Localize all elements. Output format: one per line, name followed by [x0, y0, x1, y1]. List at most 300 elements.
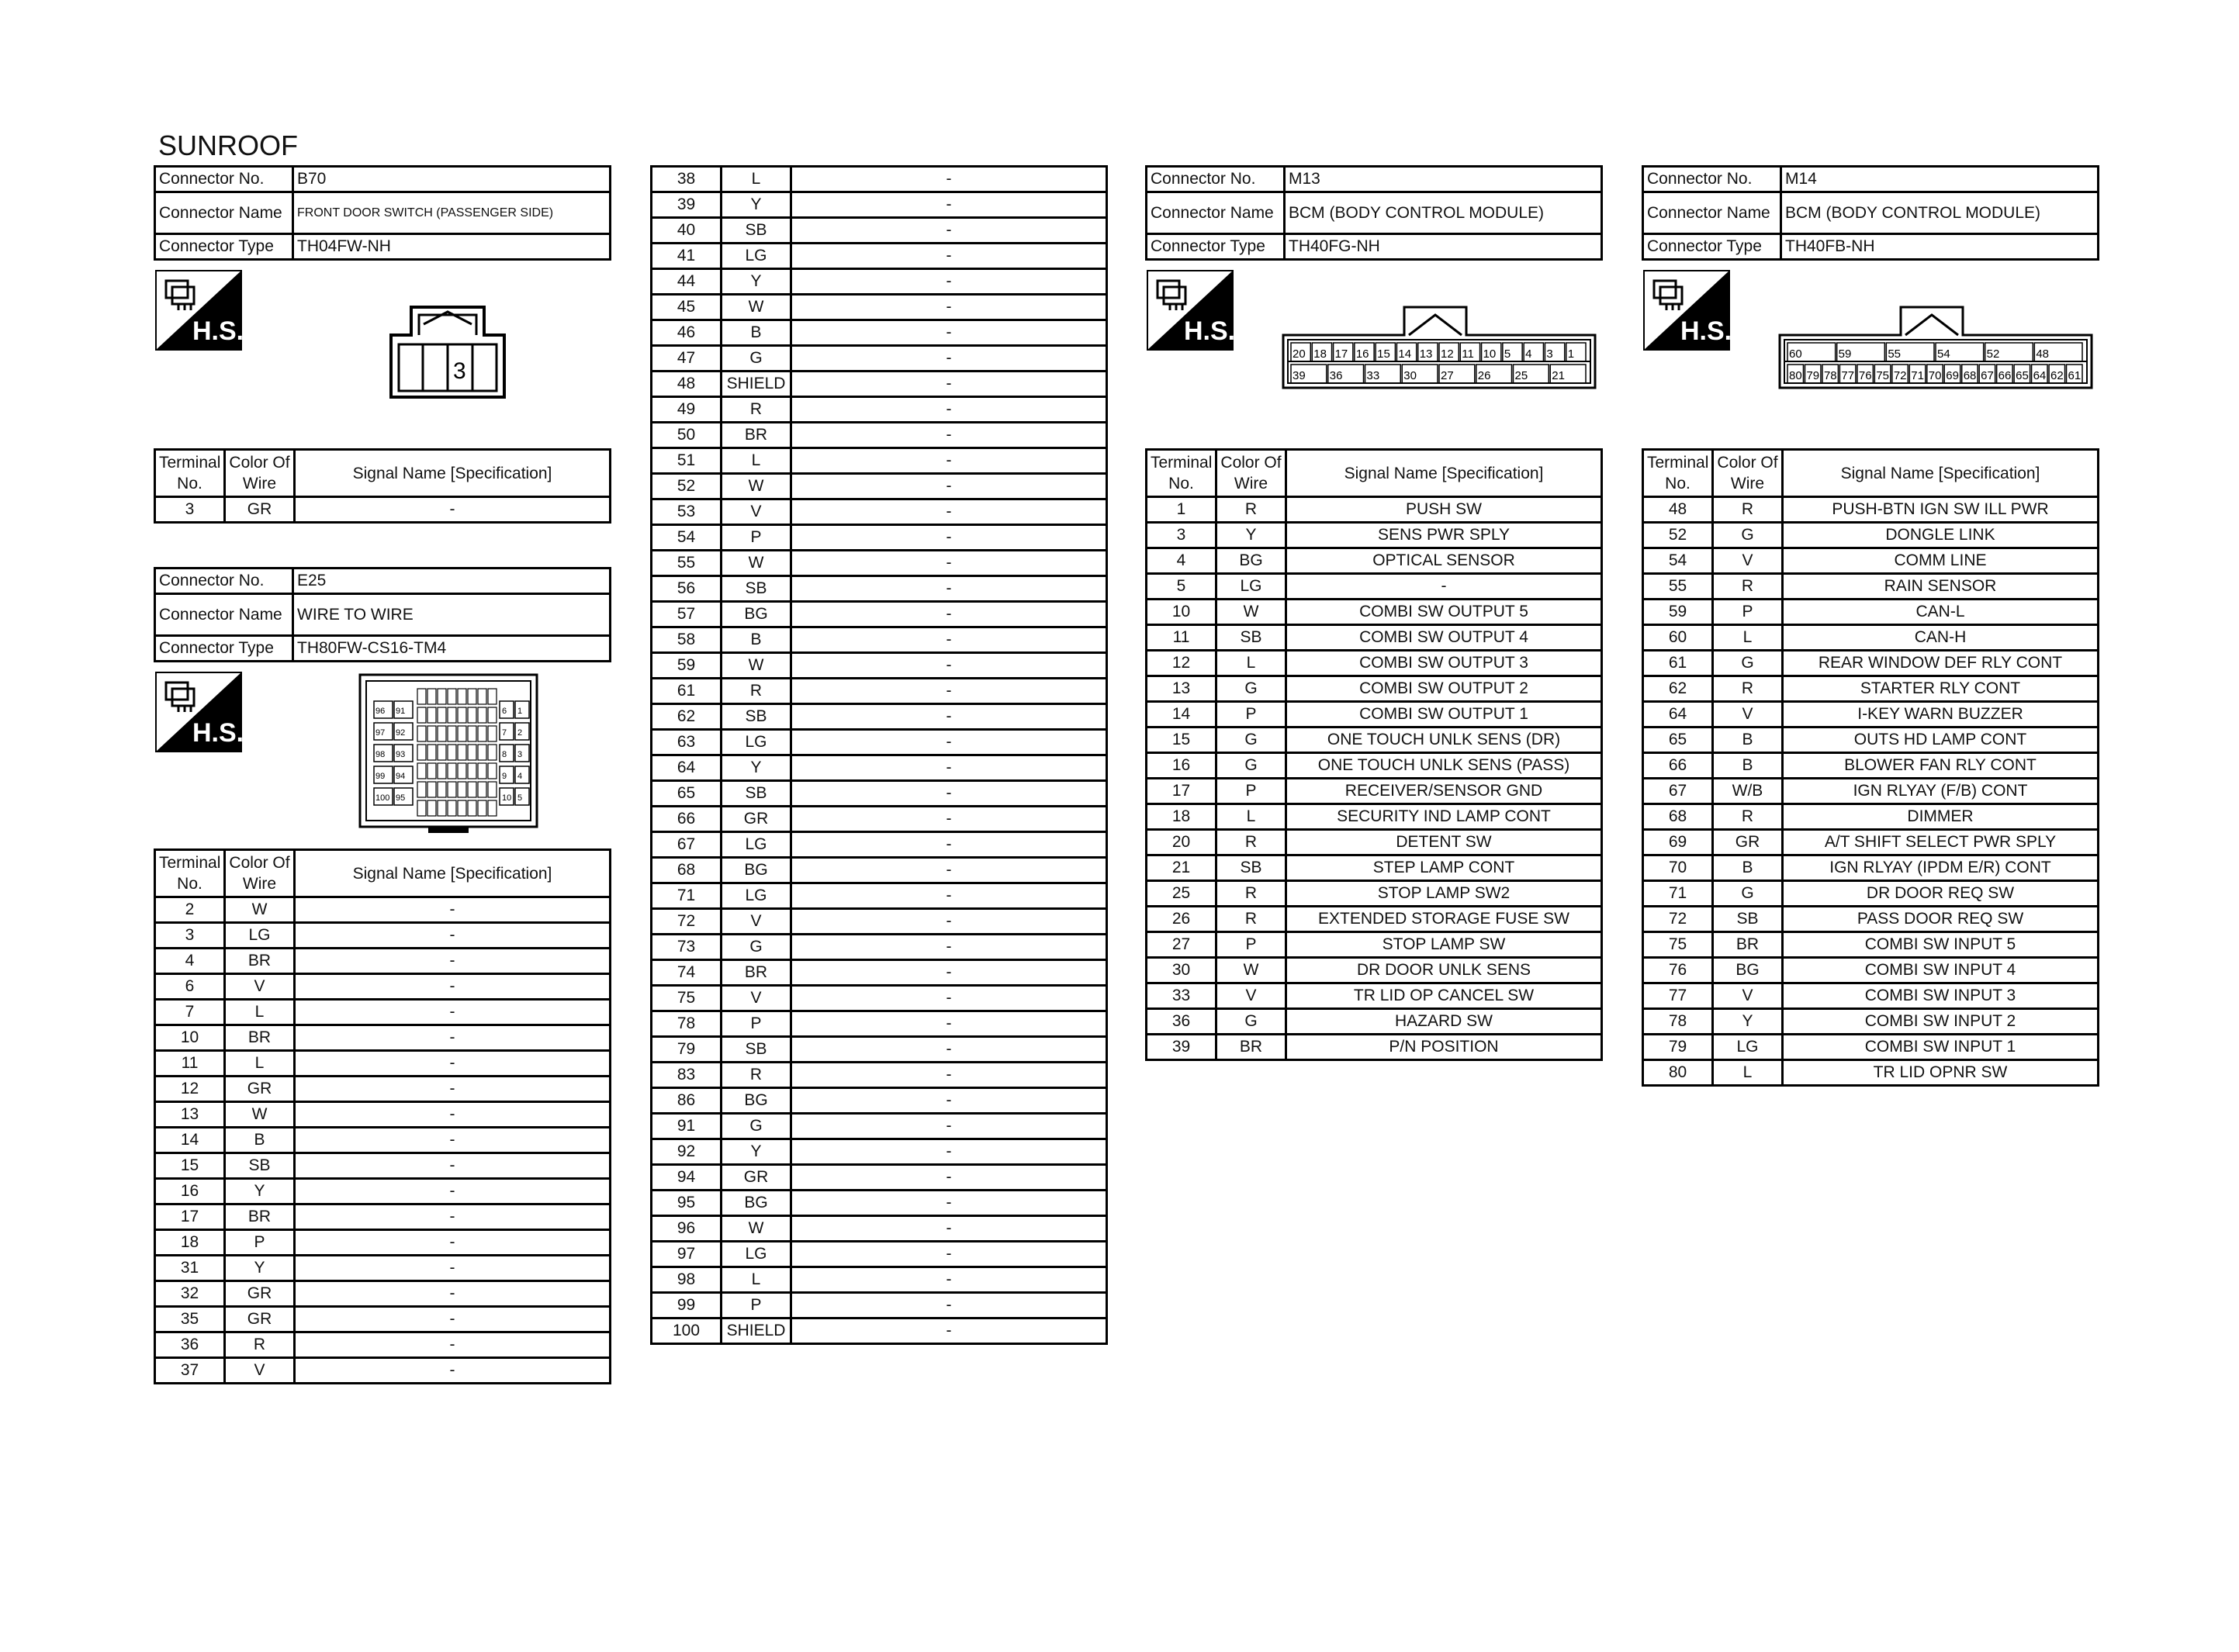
pin-cavity — [417, 745, 426, 760]
pin-cavity — [438, 689, 446, 704]
signal-name-cell: - — [295, 1332, 611, 1358]
table-row — [652, 1191, 1107, 1216]
terminal-no-cell: 55 — [652, 551, 722, 576]
table-row — [155, 1051, 611, 1077]
signal-name-cell: - — [791, 883, 1107, 909]
table-row — [1147, 625, 1602, 651]
pin-number: 61 — [2068, 369, 2082, 382]
pin-number: 4 — [1525, 347, 1532, 361]
signal-name-cell: - — [791, 525, 1107, 551]
pin-number: 66 — [1998, 369, 2012, 382]
pin-number: 96 — [375, 707, 386, 716]
table-row — [652, 1165, 1107, 1191]
signal-name-cell: - — [791, 653, 1107, 679]
signal-name-cell: - — [295, 897, 611, 923]
m14-terminal-table — [1642, 448, 2099, 1087]
table-row — [652, 320, 1107, 346]
wire-color-cell: SHIELD — [722, 372, 791, 397]
signal-name-cell: STOP LAMP SW2 — [1286, 881, 1602, 907]
table-row — [155, 1077, 611, 1102]
signal-name-cell: - — [791, 372, 1107, 397]
signal-name-cell: - — [791, 781, 1107, 807]
table-row — [652, 423, 1107, 448]
signal-name-cell: - — [791, 1293, 1107, 1318]
terminal-no-cell: 54 — [652, 525, 722, 551]
pin-cavity — [488, 763, 497, 779]
wire-color-cell: Y — [722, 755, 791, 781]
wire-color-cell: V — [225, 1358, 295, 1384]
terminal-no-cell: 2 — [155, 897, 225, 923]
pin-cavity — [478, 707, 486, 723]
signal-name-cell: A/T SHIFT SELECT PWR SPLY — [1783, 830, 2099, 855]
pin-cavity — [458, 763, 466, 779]
table-row — [1147, 728, 1602, 753]
b70-terminal-table — [154, 448, 611, 524]
terminal-no-header: Terminal No. — [155, 850, 225, 897]
pin-cavity — [427, 800, 436, 816]
table-row — [155, 1256, 611, 1281]
wire-color-cell: GR — [722, 1165, 791, 1191]
wire-color-cell: W — [722, 653, 791, 679]
signal-name-cell: - — [295, 1307, 611, 1332]
wire-color-cell: GR — [225, 1307, 295, 1332]
terminal-no-cell: 11 — [155, 1051, 225, 1077]
table-row — [155, 1102, 611, 1128]
table-row — [155, 1281, 611, 1307]
terminal-no-cell: 100 — [652, 1318, 722, 1344]
wire-color-cell: GR — [225, 1077, 295, 1102]
table-row — [155, 1358, 611, 1384]
terminal-no-cell: 94 — [652, 1165, 722, 1191]
terminal-no-cell: 57 — [652, 602, 722, 627]
pin-cavity — [478, 745, 486, 760]
wire-color-cell: BR — [225, 949, 295, 974]
wire-color-cell: B — [1713, 855, 1783, 881]
terminal-no-cell: 63 — [652, 730, 722, 755]
pin-cavity — [427, 763, 436, 779]
terminal-no-cell: 25 — [1147, 881, 1216, 907]
signal-name-cell: SENS PWR SPLY — [1286, 523, 1602, 548]
signal-name-cell: - — [791, 1318, 1107, 1344]
m14-connector-type: TH40FB-NH — [1781, 234, 2099, 260]
terminal-no-cell: 95 — [652, 1191, 722, 1216]
color-of-wire-header: Color Of Wire — [225, 450, 295, 497]
signal-name-header: Signal Name [Specification] — [295, 850, 611, 897]
table-row — [1147, 958, 1602, 983]
signal-name-cell: - — [791, 423, 1107, 448]
pin-number: 64 — [2033, 369, 2047, 382]
signal-name-cell: DONGLE LINK — [1783, 523, 2099, 548]
pin-cavity — [468, 782, 476, 797]
wire-color-cell: R — [722, 397, 791, 423]
signal-name-cell: - — [791, 986, 1107, 1011]
wire-color-cell: SB — [722, 576, 791, 602]
signal-name-cell: - — [791, 397, 1107, 423]
signal-name-header: Signal Name [Specification] — [295, 450, 611, 497]
signal-name-cell: - — [791, 960, 1107, 986]
terminal-no-cell: 13 — [155, 1102, 225, 1128]
signal-name-cell: DIMMER — [1783, 804, 2099, 830]
harness-side-icon — [1147, 270, 1234, 354]
wire-color-cell: SB — [225, 1153, 295, 1179]
m14-connector-name: BCM (BODY CONTROL MODULE) — [1781, 192, 2099, 234]
pin-number: 7 — [502, 728, 507, 738]
connector-name-label: Connector Name — [1147, 192, 1285, 234]
wire-color-cell: B — [722, 320, 791, 346]
e25-connector-name: WIRE TO WIRE — [293, 594, 611, 636]
wire-color-cell: LG — [722, 730, 791, 755]
table-row — [155, 974, 611, 1000]
terminal-no-cell: 98 — [652, 1267, 722, 1293]
pin-cavity — [438, 800, 446, 816]
wire-color-cell: W — [1216, 958, 1286, 983]
wire-color-cell: G — [1216, 753, 1286, 779]
terminal-no-cell: 79 — [1643, 1035, 1713, 1060]
signal-name-cell: - — [791, 1037, 1107, 1063]
table-row — [155, 923, 611, 949]
terminal-no-cell: 66 — [652, 807, 722, 832]
terminal-no-cell: 59 — [1643, 600, 1713, 625]
table-row — [652, 295, 1107, 320]
harness-side-icon — [155, 270, 242, 354]
table-row — [652, 807, 1107, 832]
table-row — [652, 730, 1107, 755]
table-row — [1643, 523, 2099, 548]
table-row — [652, 1318, 1107, 1344]
signal-name-cell: - — [791, 832, 1107, 858]
table-row — [1147, 574, 1602, 600]
wire-color-cell: Y — [722, 269, 791, 295]
table-row — [1643, 574, 2099, 600]
terminal-no-cell: 37 — [155, 1358, 225, 1384]
pin-number: 20 — [1293, 347, 1306, 361]
terminal-no-cell: 5 — [1147, 574, 1216, 600]
table-row — [155, 1025, 611, 1051]
pin-cavity — [438, 707, 446, 723]
table-row — [1147, 855, 1602, 881]
wire-color-cell: R — [1713, 676, 1783, 702]
signal-name-cell: - — [295, 1358, 611, 1384]
signal-name-cell: - — [791, 627, 1107, 653]
terminal-no-cell: 36 — [155, 1332, 225, 1358]
terminal-no-cell: 4 — [1147, 548, 1216, 574]
table-row — [652, 679, 1107, 704]
pin-number: 55 — [1888, 347, 1902, 361]
m13-rows — [1147, 497, 1602, 1060]
table-row — [1643, 855, 2099, 881]
signal-name-cell: RECEIVER/SENSOR GND — [1286, 779, 1602, 804]
wire-color-cell: V — [1713, 702, 1783, 728]
table-row — [1147, 600, 1602, 625]
table-row — [652, 551, 1107, 576]
signal-name-cell: SECURITY IND LAMP CONT — [1286, 804, 1602, 830]
terminal-no-cell: 16 — [1147, 753, 1216, 779]
pin-number: 6 — [502, 707, 507, 716]
e25-connector-no: E25 — [293, 569, 611, 594]
m13-connector-no: M13 — [1285, 167, 1602, 192]
terminal-no-cell: 3 — [155, 497, 225, 523]
table-row — [155, 1307, 611, 1332]
pin-number: 21 — [1552, 369, 1565, 382]
terminal-no-cell: 45 — [652, 295, 722, 320]
m13-connector-name: BCM (BODY CONTROL MODULE) — [1285, 192, 1602, 234]
signal-name-cell: - — [791, 244, 1107, 269]
table-row — [652, 244, 1107, 269]
terminal-no-cell: 72 — [1643, 907, 1713, 932]
wire-color-cell: SB — [722, 704, 791, 730]
terminal-no-cell: 51 — [652, 448, 722, 474]
pin-cavity — [438, 782, 446, 797]
signal-name-cell: - — [791, 320, 1107, 346]
signal-name-cell: PUSH SW — [1286, 497, 1602, 523]
wire-color-cell: R — [1216, 830, 1286, 855]
wire-color-cell: V — [722, 499, 791, 525]
table-row — [652, 1011, 1107, 1037]
pin-cavity — [448, 763, 456, 779]
signal-name-cell: OUTS HD LAMP CONT — [1783, 728, 2099, 753]
signal-name-cell: - — [791, 1165, 1107, 1191]
signal-name-cell: COMBI SW OUTPUT 3 — [1286, 651, 1602, 676]
wire-color-cell: SB — [1216, 625, 1286, 651]
signal-name-cell: - — [791, 704, 1107, 730]
wire-color-cell: L — [722, 448, 791, 474]
pin-cavity — [427, 707, 436, 723]
table-row — [652, 704, 1107, 730]
terminal-no-cell: 61 — [1643, 651, 1713, 676]
table-row — [652, 1242, 1107, 1267]
terminal-no-header: Terminal No. — [155, 450, 225, 497]
pin-number: 39 — [1293, 369, 1306, 382]
signal-name-cell: COMBI SW OUTPUT 4 — [1286, 625, 1602, 651]
pin-number: 80 — [1789, 369, 1802, 382]
signal-name-cell: - — [791, 1063, 1107, 1088]
table-row — [652, 167, 1107, 192]
signal-name-cell: - — [295, 1281, 611, 1307]
color-of-wire-header: Color Of Wire — [1713, 450, 1783, 497]
terminal-no-cell: 67 — [1643, 779, 1713, 804]
table-row — [652, 448, 1107, 474]
pin-cavity — [488, 800, 497, 816]
terminal-no-cell: 12 — [1147, 651, 1216, 676]
table-row — [652, 960, 1107, 986]
wire-color-cell: P — [722, 1293, 791, 1318]
terminal-no-cell: 96 — [652, 1216, 722, 1242]
terminal-no-cell: 76 — [1643, 958, 1713, 983]
table-row — [652, 781, 1107, 807]
hs-label: H.S. — [1184, 316, 1234, 346]
terminal-no-cell: 46 — [652, 320, 722, 346]
connector-no-label: Connector No. — [1147, 167, 1285, 192]
table-row — [652, 372, 1107, 397]
terminal-no-cell: 41 — [652, 244, 722, 269]
wire-color-cell: LG — [722, 832, 791, 858]
terminal-no-cell: 50 — [652, 423, 722, 448]
signal-name-cell: - — [791, 1216, 1107, 1242]
terminal-no-cell: 27 — [1147, 932, 1216, 958]
table-row — [1147, 1035, 1602, 1060]
table-row — [1147, 881, 1602, 907]
table-row — [1643, 728, 2099, 753]
wire-color-cell: V — [1713, 983, 1783, 1009]
table-row — [1147, 651, 1602, 676]
pin-cavity — [478, 763, 486, 779]
table-row — [1147, 830, 1602, 855]
signal-name-cell: DR DOOR UNLK SENS — [1286, 958, 1602, 983]
signal-name-cell: COMM LINE — [1783, 548, 2099, 574]
signal-name-cell: - — [295, 974, 611, 1000]
terminal-no-cell: 10 — [1147, 600, 1216, 625]
signal-name-cell: COMBI SW OUTPUT 1 — [1286, 702, 1602, 728]
wire-color-cell: L — [722, 167, 791, 192]
table-row — [652, 269, 1107, 295]
terminal-no-cell: 86 — [652, 1088, 722, 1114]
wire-color-cell: Y — [1713, 1009, 1783, 1035]
wire-color-cell: G — [722, 935, 791, 960]
terminal-no-cell: 99 — [652, 1293, 722, 1318]
terminal-no-cell: 7 — [155, 1000, 225, 1025]
pin-number: 75 — [1876, 369, 1890, 382]
terminal-no-cell: 77 — [1643, 983, 1713, 1009]
wire-color-cell: SB — [722, 1037, 791, 1063]
wire-color-cell: P — [225, 1230, 295, 1256]
signal-name-cell: - — [791, 218, 1107, 244]
wire-color-cell: L — [1713, 625, 1783, 651]
pin-number: 26 — [1477, 369, 1491, 382]
wire-color-cell: SHIELD — [722, 1318, 791, 1344]
signal-name-cell: - — [295, 1102, 611, 1128]
pin-cavity — [488, 745, 497, 760]
terminal-no-cell: 15 — [155, 1153, 225, 1179]
terminal-no-cell: 32 — [155, 1281, 225, 1307]
m14-rows — [1643, 497, 2099, 1086]
wire-color-cell: P — [1216, 932, 1286, 958]
table-row — [1147, 497, 1602, 523]
terminal-no-cell: 92 — [652, 1139, 722, 1165]
terminal-no-header: Terminal No. — [1643, 450, 1713, 497]
pin-cavity — [448, 726, 456, 741]
signal-name-cell: - — [295, 949, 611, 974]
signal-name-cell: - — [295, 1204, 611, 1230]
signal-name-cell: - — [791, 909, 1107, 935]
pin-cavity — [448, 745, 456, 760]
wire-color-cell: W — [722, 474, 791, 499]
table-row — [155, 949, 611, 974]
pin-cavity — [458, 800, 466, 816]
pin-number: 12 — [1441, 347, 1454, 361]
signal-name-cell: RAIN SENSOR — [1783, 574, 2099, 600]
terminal-no-cell: 65 — [1643, 728, 1713, 753]
terminal-no-cell: 44 — [652, 269, 722, 295]
signal-name-cell: - — [295, 1051, 611, 1077]
wire-color-cell: V — [722, 986, 791, 1011]
wire-color-cell: B — [722, 627, 791, 653]
wire-color-cell: V — [1713, 548, 1783, 574]
hs-label: H.S. — [192, 316, 242, 346]
terminal-no-cell: 52 — [1643, 523, 1713, 548]
signal-name-cell: REAR WINDOW DEF RLY CONT — [1783, 651, 2099, 676]
page-title: SUNROOF — [158, 130, 298, 161]
terminal-no-cell: 20 — [1147, 830, 1216, 855]
terminal-no-cell: 55 — [1643, 574, 1713, 600]
terminal-no-cell: 61 — [652, 679, 722, 704]
terminal-no-cell: 35 — [155, 1307, 225, 1332]
pin-number: 52 — [1986, 347, 2000, 361]
signal-name-cell: - — [791, 1191, 1107, 1216]
wire-color-cell: Y — [722, 192, 791, 218]
signal-name-cell: CAN-H — [1783, 625, 2099, 651]
m13-connector-type: TH40FG-NH — [1285, 234, 1602, 260]
wire-color-cell: W/B — [1713, 779, 1783, 804]
pin-cavity — [417, 800, 426, 816]
terminal-no-cell: 68 — [1643, 804, 1713, 830]
table-row — [1147, 1009, 1602, 1035]
wire-color-cell: SB — [722, 218, 791, 244]
signal-name-cell: - — [295, 1128, 611, 1153]
terminal-no-cell: 97 — [652, 1242, 722, 1267]
signal-name-cell: - — [791, 167, 1107, 192]
pin-cavity — [417, 707, 426, 723]
pin-number: 98 — [375, 750, 386, 759]
pin-number: 60 — [1789, 347, 1802, 361]
wire-color-cell: BG — [722, 1088, 791, 1114]
table-row — [652, 1267, 1107, 1293]
pin-number: 8 — [502, 750, 507, 759]
wire-color-cell: R — [1216, 881, 1286, 907]
wire-color-cell: W — [1216, 600, 1286, 625]
wire-color-cell: P — [1216, 779, 1286, 804]
pin-number: 92 — [396, 728, 406, 738]
signal-name-header: Signal Name [Specification] — [1783, 450, 2099, 497]
wire-color-cell: BR — [722, 960, 791, 986]
pin-number: 16 — [1355, 347, 1369, 361]
wire-color-cell: R — [722, 679, 791, 704]
signal-name-cell: IGN RLYAY (F/B) CONT — [1783, 779, 2099, 804]
signal-name-cell: PUSH-BTN IGN SW ILL PWR — [1783, 497, 2099, 523]
pin-cavity — [488, 782, 497, 797]
terminal-no-cell: 56 — [652, 576, 722, 602]
wire-color-cell: G — [722, 1114, 791, 1139]
table-row — [652, 602, 1107, 627]
pin-number: 68 — [1963, 369, 1977, 382]
signal-name-cell: - — [791, 1139, 1107, 1165]
pin-number: 91 — [396, 707, 406, 716]
color-of-wire-header: Color Of Wire — [1216, 450, 1286, 497]
signal-name-cell: EXTENDED STORAGE FUSE SW — [1286, 907, 1602, 932]
signal-name-cell: STOP LAMP SW — [1286, 932, 1602, 958]
pin-number: 33 — [1366, 369, 1380, 382]
pin-cavity — [448, 707, 456, 723]
pin-number: 54 — [1937, 347, 1950, 361]
table-row — [1643, 600, 2099, 625]
terminal-no-cell: 14 — [155, 1128, 225, 1153]
table-row — [1147, 676, 1602, 702]
table-row — [1643, 830, 2099, 855]
signal-name-cell: COMBI SW OUTPUT 5 — [1286, 600, 1602, 625]
pin-number: 97 — [375, 728, 386, 738]
signal-name-cell: - — [791, 755, 1107, 781]
terminal-no-cell: 68 — [652, 858, 722, 883]
pin-number: 25 — [1514, 369, 1528, 382]
signal-name-cell: COMBI SW INPUT 4 — [1783, 958, 2099, 983]
wire-color-cell: SB — [722, 781, 791, 807]
table-row — [652, 1216, 1107, 1242]
wire-color-cell: G — [1216, 728, 1286, 753]
table-row — [652, 192, 1107, 218]
wire-color-cell: P — [722, 525, 791, 551]
wire-color-cell: BG — [1216, 548, 1286, 574]
table-row — [1643, 625, 2099, 651]
terminal-no-cell: 60 — [1643, 625, 1713, 651]
